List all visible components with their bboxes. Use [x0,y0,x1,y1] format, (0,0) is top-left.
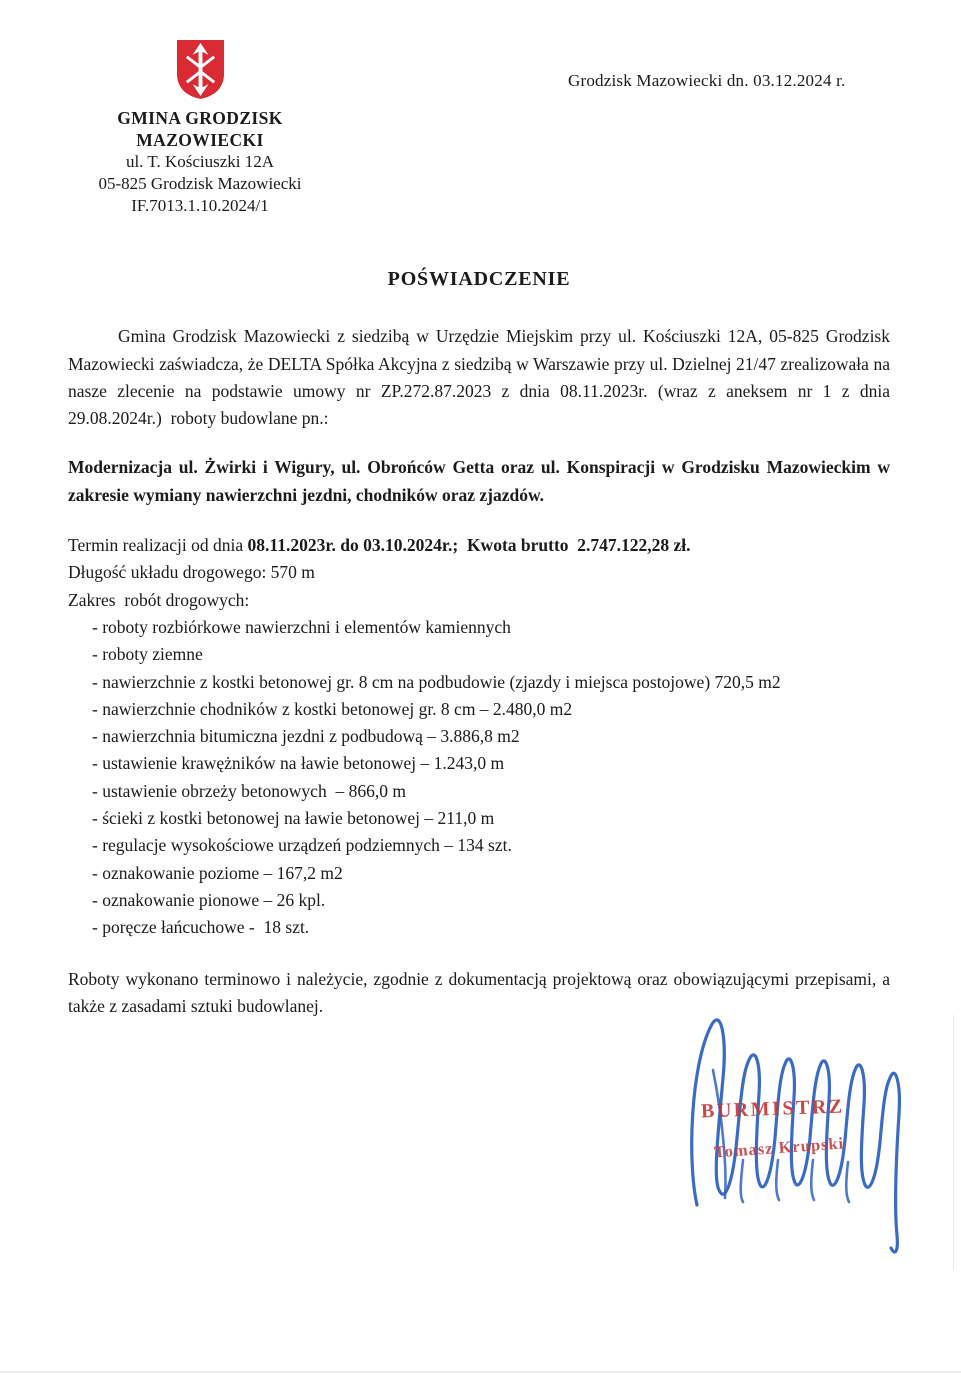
scope-list [68,614,890,942]
scope-item: - oznakowanie pionowe – 26 kpl. [92,889,326,910]
org-address-street: ul. T. Kościuszki 12A [125,152,275,171]
stamp-name: Tomasz Krupski [713,1133,845,1162]
scope-item: - ustawienie obrzeży betonowych – 866,0 m [92,780,406,801]
case-reference: IF.7013.1.10.2024/1 [131,196,269,215]
scan-edge-bottom [0,1371,961,1373]
coat-of-arms-icon [174,38,227,101]
scan-edge-right [953,1015,954,1270]
scope-item: - ścieki z kostki betonowej na ławie betonowej – 211,0 m [92,808,495,829]
scope-item: - poręcze łańcuchowe - 18 szt. [92,917,310,938]
scope-item: - nawierzchnie z kostki betonowej gr. 8 cm na podbudowie (zjazdy i miejsca postojowe) 720,5 m2 [92,671,781,692]
term-line [68,532,890,559]
scope-item: - roboty rozbiórkowe nawierzchni i elementów kamiennych [92,616,511,637]
document-body [68,266,895,1020]
stamp-title: BURMISTRZ [700,1095,845,1123]
term-label: Termin realizacji od dnia [68,535,248,556]
org-name-line2: MAZOWIECKI [136,130,264,150]
scope-item: - roboty ziemne [92,644,203,665]
scope-item: - regulacje wysokościowe urządzeń podziemnych – 134 szt. [92,835,512,856]
road-length-line: Długość układu drogowego: 570 m [68,562,315,583]
org-name-line1: GMINA GRODZISK [117,108,283,128]
date-line: Grodzisk Mazowiecki dn. 03.12.2024 r. [568,71,846,90]
intro-paragraph: Gmina Grodzisk Mazowiecki z siedzibą w Urzędzie Miejskim przy ul. Kościuszki 12A, 05-825 Grodzisk Mazowiecki zaświadcza, że DELTA Spółka Akcyjna z siedzibą w Warszawie przy ul. Dzielnej 21/47 zrealizowała na nasze zlecenie na podstawie umowy nr ZP.272.87.2023 z dnia 08.11.2023r. (wraz z aneksem nr 1 z dnia 29.08.2024r.) roboty budowlane pn.: [68,326,895,429]
scope-item: - oznakowanie poziome – 167,2 m2 [92,862,343,883]
org-address-city: 05-825 Grodzisk Mazowiecki [98,174,302,193]
scope-label: Zakres robót drogowych: [68,589,250,610]
document-title: POŚWIADCZENIE [387,268,571,290]
scope-item: - ustawienie krawężników na ławie betonowej – 1.243,0 m [92,753,505,774]
scope-item: - nawierzchnie chodników z kostki betonowej gr. 8 cm – 2.480,0 m2 [92,698,573,719]
term-value: 08.11.2023r. do 03.10.2024r.; Kwota brutto 2.747.122,28 zł. [247,535,691,556]
letterhead [46,38,354,217]
scope-item: - nawierzchnia bitumiczna jezdni z podbudową – 3.886,8 m2 [92,726,520,747]
project-title-paragraph: Modernizacja ul. Żwirki i Wigury, ul. Obrońców Getta oraz ul. Konspiracji w Grodzisku Mazowieckim w zakresie wymiany nawierzchni jezdni, chodników oraz zjazdów. [68,457,895,505]
closing-paragraph: Roboty wykonano terminowo i należycie, zgodnie z dokumentacją projektową oraz obowiązującymi przepisami, a także z zasadami sztuki budowlanej. [68,968,895,1016]
signature-block [683,1010,921,1272]
